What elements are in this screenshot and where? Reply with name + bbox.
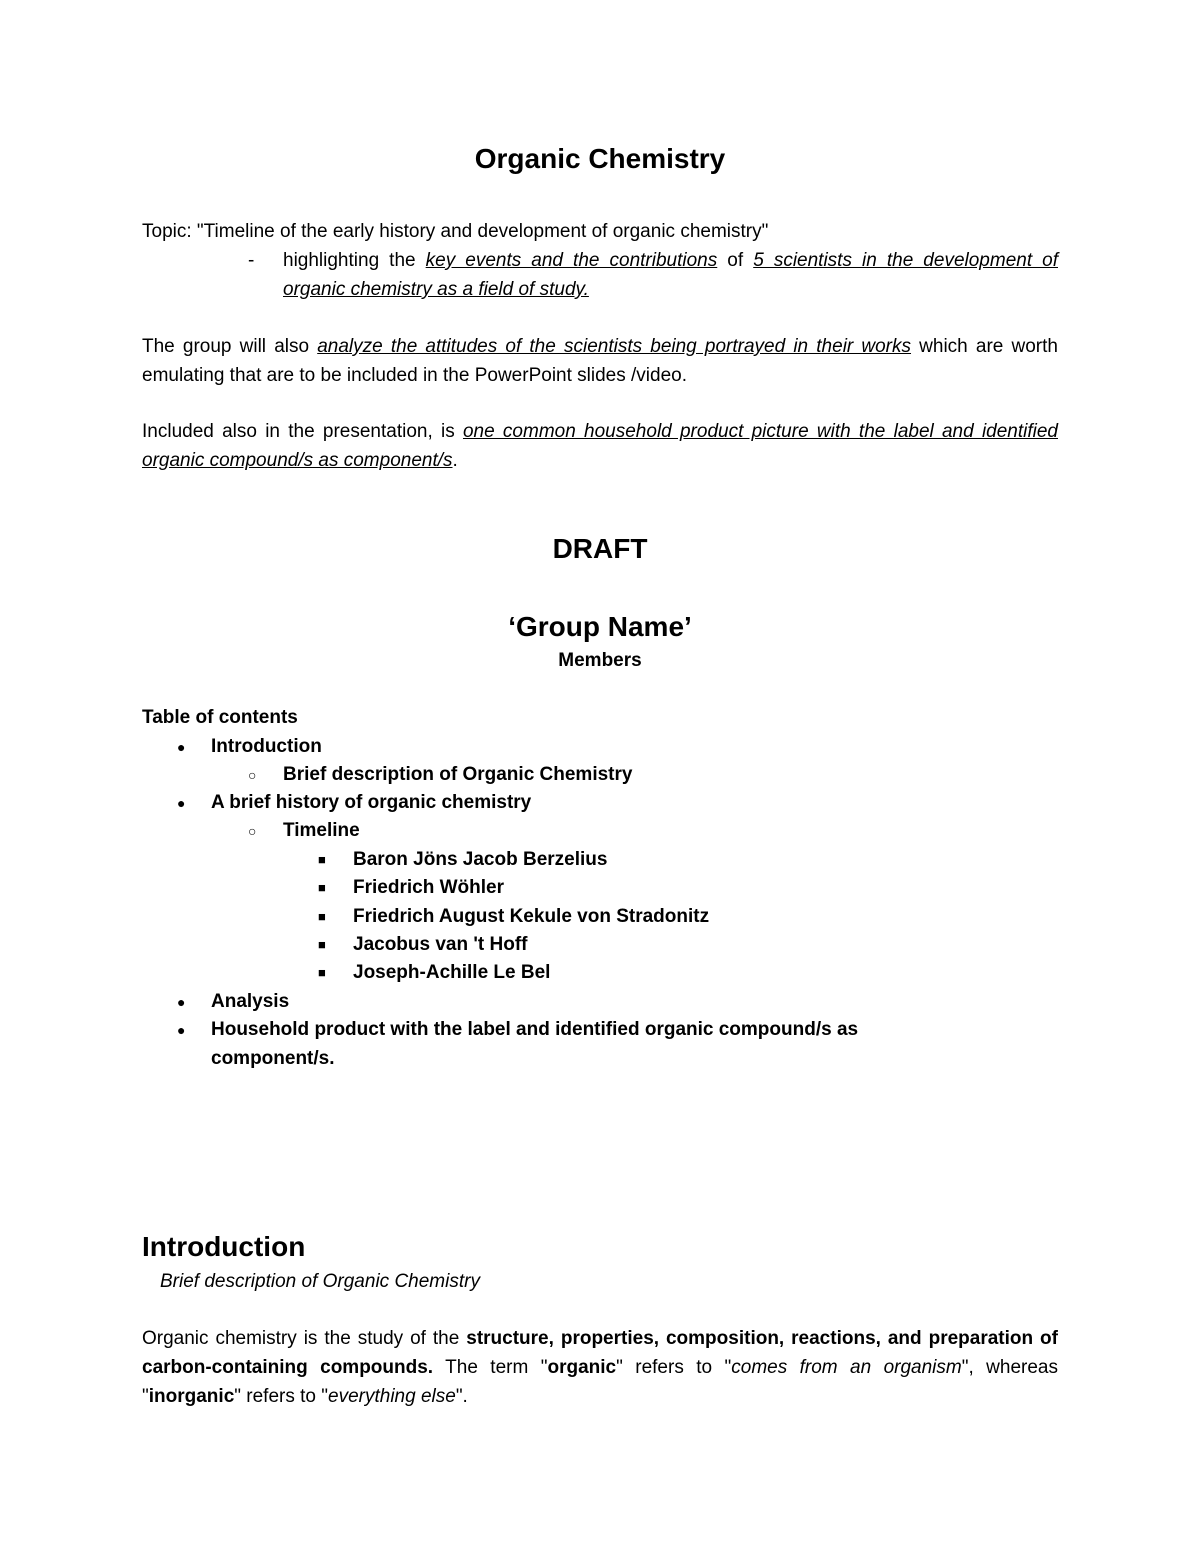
intro-bold-inorganic: inorganic: [148, 1386, 235, 1407]
toc-item-household-product-continued: component/s.: [211, 1048, 335, 1069]
introduction-paragraph: [142, 1324, 1058, 1411]
intro-text-mid3: ", whereas ": [142, 1357, 1058, 1407]
intro-text-mid1: The term ": [433, 1357, 548, 1378]
introduction-subheading: Brief description of Organic Chemistry: [160, 1271, 480, 1292]
intro-bold-organic: organic: [547, 1357, 617, 1378]
attitudes-suffix: which are worth emulating that are to be included in the PowerPoint slides /video.: [142, 336, 1058, 386]
paragraph-household: [142, 417, 1058, 475]
household-prefix: Included also in the presentation, is: [142, 421, 463, 442]
topic-line: Topic: "Timeline of the early history and development of organic chemistry": [142, 221, 769, 242]
toc-item-brief-history: A brief history of organic chemistry: [211, 792, 532, 813]
toc-item-le-bel: Joseph-Achille Le Bel: [353, 962, 551, 983]
bullet-square-icon: ■: [318, 852, 326, 867]
paragraph-attitudes: [142, 332, 1058, 390]
group-name-heading: ‘Group Name’: [508, 611, 692, 642]
bullet-disc-icon: ●: [177, 739, 186, 755]
bullet-square-icon: ■: [318, 909, 326, 924]
bullet-disc-icon: ●: [177, 1022, 186, 1038]
toc-item-introduction: Introduction: [211, 736, 322, 757]
intro-italic-everything-else: everything else: [328, 1386, 456, 1407]
subpoint-emphasis-events: key events and the contributions: [425, 250, 718, 271]
bullet-square-icon: ■: [318, 937, 326, 952]
toc-item-berzelius: Baron Jöns Jacob Berzelius: [353, 849, 608, 870]
toc-item-timeline: Timeline: [283, 820, 360, 841]
toc-item-kekule: Friedrich August Kekule von Stradonitz: [353, 906, 710, 927]
bullet-circle-icon: ○: [248, 823, 257, 839]
attitudes-emphasis: analyze the attitudes of the scientists being portrayed in their works: [317, 336, 912, 357]
bullet-circle-icon: ○: [248, 767, 257, 783]
toc-item-van-t-hoff: Jacobus van 't Hoff: [353, 934, 528, 955]
toc-item-wohler: Friedrich Wöhler: [353, 877, 504, 898]
toc-item-analysis: Analysis: [211, 991, 290, 1012]
bullet-disc-icon: ●: [177, 994, 186, 1010]
intro-bold-definition: structure, properties, composition, reactions, and preparation of carbon-containing compounds.: [142, 1328, 1058, 1378]
bullet-disc-icon: ●: [177, 795, 186, 811]
topic-subpoint-text: [283, 246, 1058, 304]
draft-heading: DRAFT: [552, 533, 648, 564]
household-suffix: .: [452, 450, 458, 471]
subpoint-emphasis-scientists: 5 scientists in the development of organic chemistry as a field of study.: [283, 250, 1058, 300]
attitudes-prefix: The group will also: [142, 336, 318, 357]
bullet-square-icon: ■: [318, 880, 326, 895]
intro-italic-organism: comes from an organism: [731, 1357, 962, 1378]
intro-text-end: ".: [455, 1386, 468, 1407]
document-title: Organic Chemistry: [474, 143, 726, 174]
intro-text-start: Organic chemistry is the study of the: [142, 1328, 467, 1349]
toc-item-household-product: Household product with the label and identified organic compound/s as: [211, 1019, 859, 1040]
introduction-heading: Introduction: [142, 1231, 306, 1262]
bullet-square-icon: ■: [318, 965, 326, 980]
subpoint-mid: of: [717, 250, 754, 271]
members-label: Members: [558, 650, 642, 671]
household-emphasis: one common household product picture with the label and identified organic compound/s as component/s: [142, 421, 1058, 471]
subpoint-prefix: highlighting the: [283, 250, 426, 271]
toc-title: Table of contents: [142, 707, 298, 728]
dash-marker: -: [248, 250, 255, 271]
toc-item-brief-description: Brief description of Organic Chemistry: [283, 764, 633, 785]
intro-text-mid4: " refers to ": [234, 1386, 329, 1407]
intro-text-mid2: " refers to ": [616, 1357, 732, 1378]
